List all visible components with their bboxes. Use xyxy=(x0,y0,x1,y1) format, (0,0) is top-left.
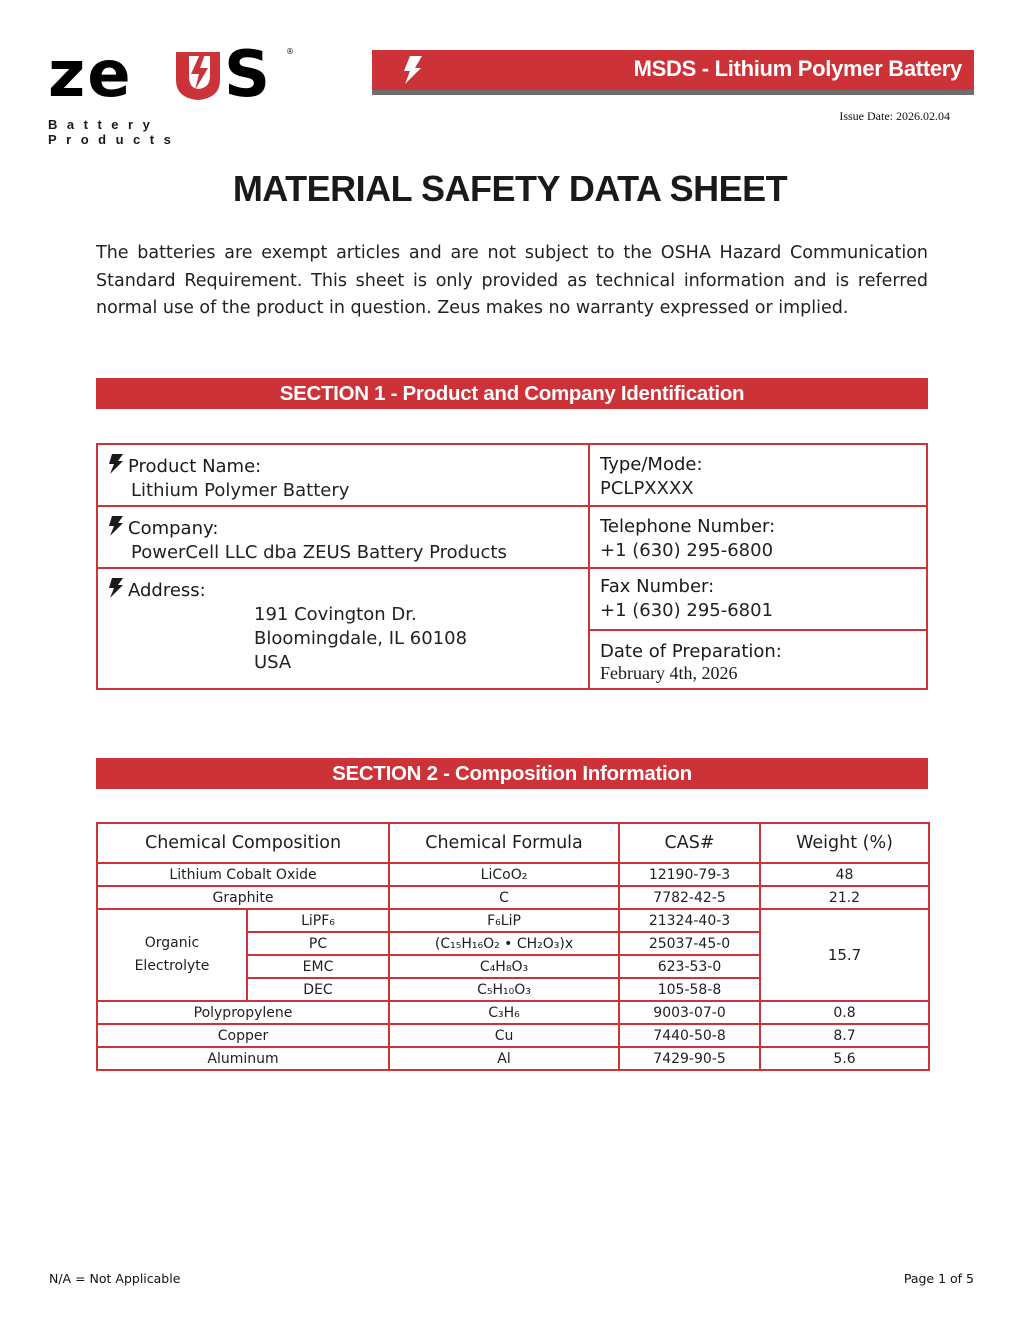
address-line: 191 Covington Dr. xyxy=(254,604,417,625)
cas-number: 105-58-8 xyxy=(619,978,760,1001)
logo-wordmark: ze xyxy=(48,44,133,106)
table-row xyxy=(97,886,929,909)
bolt-icon xyxy=(400,54,426,86)
cas-number: 25037-45-0 xyxy=(619,932,760,955)
type-mode-label: Type/Mode: xyxy=(600,454,703,475)
section2-header: SECTION 2 - Composition Information xyxy=(96,758,928,789)
type-mode-cell xyxy=(600,453,920,501)
footer-note: N/A = Not Applicable xyxy=(49,1271,181,1286)
cas-number: 9003-07-0 xyxy=(619,1001,760,1024)
composition-name: Lithium Cobalt Oxide xyxy=(97,863,389,886)
fax-label: Fax Number: xyxy=(600,576,715,597)
composition-name: LiPF₆ xyxy=(247,909,389,932)
telephone-label: Telephone Number: xyxy=(600,516,776,537)
table-header-row xyxy=(97,823,929,863)
preparation-date-value: February 4th, 2026 xyxy=(600,663,738,683)
company-label: Company: xyxy=(128,518,219,539)
composition-table xyxy=(96,822,930,1071)
address-cell xyxy=(108,577,578,675)
preparation-date-label: Date of Preparation: xyxy=(600,641,782,662)
weight: 48 xyxy=(760,863,929,886)
formula: C₄H₈O₃ xyxy=(389,955,619,978)
cas-number: 7440-50-8 xyxy=(619,1024,760,1047)
address-line: USA xyxy=(254,652,292,673)
svg-text:®: ® xyxy=(286,47,294,56)
header-band xyxy=(372,50,974,90)
document-title: MATERIAL SAFETY DATA SHEET xyxy=(232,168,788,209)
type-mode-value: PCLPXXXX xyxy=(600,478,694,499)
fax-value: +1 (630) 295-6801 xyxy=(600,600,774,621)
composition-name: PC xyxy=(247,932,389,955)
section1-header: SECTION 1 - Product and Company Identification xyxy=(96,378,928,409)
company-value: PowerCell LLC dba ZEUS Battery Products xyxy=(131,542,507,563)
formula: C xyxy=(389,886,619,909)
composition-name: Polypropylene xyxy=(97,1001,389,1024)
composition-name: Graphite xyxy=(97,886,389,909)
column-header: Chemical Formula xyxy=(389,823,619,863)
composition-name: Aluminum xyxy=(97,1047,389,1070)
section1-table xyxy=(96,443,928,690)
composition-name: DEC xyxy=(247,978,389,1001)
cas-number: 623-53-0 xyxy=(619,955,760,978)
zeus-logo xyxy=(48,44,298,147)
formula: C₃H₆ xyxy=(389,1001,619,1024)
logo-tagline: Battery Products xyxy=(48,117,181,147)
cas-number: 21324-40-3 xyxy=(619,909,760,932)
formula: F₆LiP xyxy=(389,909,619,932)
zeus-logo-mark xyxy=(48,44,298,106)
table-row xyxy=(97,863,929,886)
formula: (C₁₅H₁₆O₂ • CH₂O₃)x xyxy=(389,932,619,955)
formula: LiCoO₂ xyxy=(389,863,619,886)
product-name-label: Product Name: xyxy=(128,456,262,477)
bolt-icon xyxy=(108,577,124,599)
intro-paragraph: The batteries are exempt articles and are not subject to the OSHA Hazard Communication Standard Requirement. This sheet is only provided as technical information and is referred normal use of the product in question. Zeus makes no warranty expressed or implied. xyxy=(96,243,928,318)
weight: 5.6 xyxy=(760,1047,929,1070)
cas-number: 7782-42-5 xyxy=(619,886,760,909)
table-row xyxy=(97,1047,929,1070)
organic-electrolyte-group xyxy=(97,909,247,1001)
weight: 21.2 xyxy=(760,886,929,909)
group-label: Electrolyte xyxy=(134,958,210,974)
column-header: Weight (%) xyxy=(760,823,929,863)
company-cell xyxy=(108,515,578,565)
weight: 15.7 xyxy=(760,909,929,1001)
bolt-icon xyxy=(108,453,124,475)
formula: Cu xyxy=(389,1024,619,1047)
header-title: MSDS - Lithium Polymer Battery xyxy=(633,56,962,81)
table-row xyxy=(97,1001,929,1024)
column-header: CAS# xyxy=(619,823,760,863)
telephone-cell xyxy=(600,515,920,563)
weight: 8.7 xyxy=(760,1024,929,1047)
cas-number: 12190-79-3 xyxy=(619,863,760,886)
header-band-shadow xyxy=(372,90,974,95)
page-number: Page 1 of 5 xyxy=(903,1271,974,1286)
composition-name: EMC xyxy=(247,955,389,978)
telephone-value: +1 (630) 295-6800 xyxy=(600,540,774,561)
product-name-value: Lithium Polymer Battery xyxy=(131,480,350,501)
formula: Al xyxy=(389,1047,619,1070)
table-row xyxy=(97,909,929,932)
weight: 0.8 xyxy=(760,1001,929,1024)
column-header: Chemical Composition xyxy=(97,823,389,863)
product-name-cell xyxy=(108,453,578,503)
address-line: Bloomingdale, IL 60108 xyxy=(254,628,468,649)
formula: C₅H₁₀O₃ xyxy=(389,978,619,1001)
composition-name: Copper xyxy=(97,1024,389,1047)
cas-number: 7429-90-5 xyxy=(619,1047,760,1070)
svg-text:S: S xyxy=(224,44,273,106)
issue-date: Issue Date: 2026.02.04 xyxy=(839,109,950,123)
table-row xyxy=(97,1024,929,1047)
bolt-icon xyxy=(108,515,124,537)
fax-cell xyxy=(600,575,920,623)
address-label: Address: xyxy=(128,580,206,601)
preparation-date-cell xyxy=(600,640,920,682)
group-label: Organic xyxy=(144,935,200,951)
